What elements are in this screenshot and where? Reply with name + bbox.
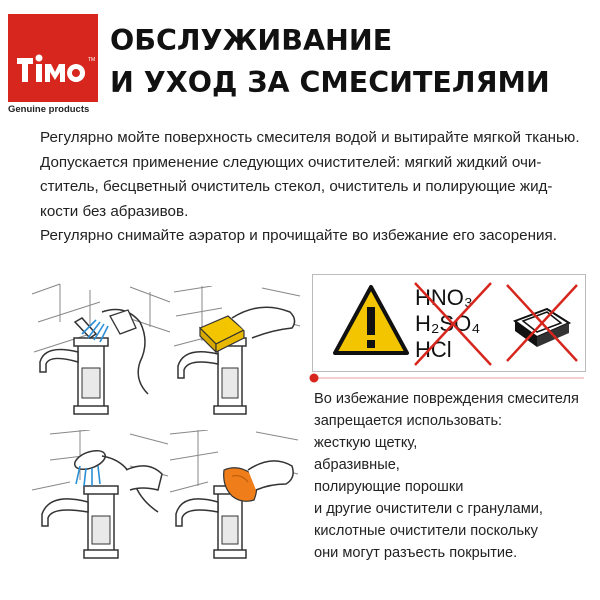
notice-line: они могут разъесть покрытие. <box>314 545 518 561</box>
care-instructions <box>40 126 592 249</box>
notice-line: Во избежание повреждения смесителя <box>314 391 579 407</box>
cross-out-icon <box>411 279 497 367</box>
chemical-label: H₂SO₄ <box>415 311 481 336</box>
cloth-dry-illustration <box>168 430 300 560</box>
shower-rinse-illustration <box>30 430 170 560</box>
instruction-line: ститель, бесцветный очиститель стекол, очиститель и полирующие жид- <box>40 178 553 195</box>
instruction-line: Регулярно мойте поверхность смесителя водой и вытирайте мягкой тканью. <box>40 129 580 146</box>
sponge-wipe-illustration <box>172 286 302 416</box>
page-title-line-2: И УХОД ЗА СМЕСИТЕЛЯМИ <box>110 66 550 99</box>
brand-tagline: Genuine products <box>8 104 90 115</box>
notice-line: жесткую щетку, <box>314 435 418 451</box>
notice-line: полирующие порошки <box>314 479 464 495</box>
notice-line: запрещается использовать: <box>314 413 503 429</box>
warning-triangle-icon <box>331 283 411 359</box>
brand-logo <box>8 14 98 114</box>
prohibited-items-panel <box>312 274 586 372</box>
instruction-line: кости без абразивов. <box>40 202 189 220</box>
notice-line: абразивные, <box>314 457 400 473</box>
notice-line: и другие очистители с гранулами, <box>314 501 543 517</box>
chemical-label: HCl <box>415 337 452 362</box>
prohibition-notice <box>314 388 600 564</box>
instruction-line: Регулярно снимайте аэратор и прочищайте во избежание его засорения. <box>40 227 557 244</box>
rinse-faucet-illustration <box>30 282 175 417</box>
page-title <box>110 20 596 104</box>
sponge-crossed-icon <box>503 281 581 365</box>
timo-logo-icon <box>8 14 98 102</box>
notice-line: кислотные очистители поскольку <box>314 523 538 539</box>
chemical-label: HNO₃ <box>415 285 473 310</box>
chemicals-crossed-icon <box>411 279 497 367</box>
instruction-line: Допускается применение следующих очистителей: мягкий жидкий очи- <box>40 153 542 171</box>
svg-text:TM: TM <box>88 57 96 63</box>
page-title-line-1: ОБСЛУЖИВАНИЕ <box>110 24 393 57</box>
brand-logo-mark <box>8 14 98 102</box>
